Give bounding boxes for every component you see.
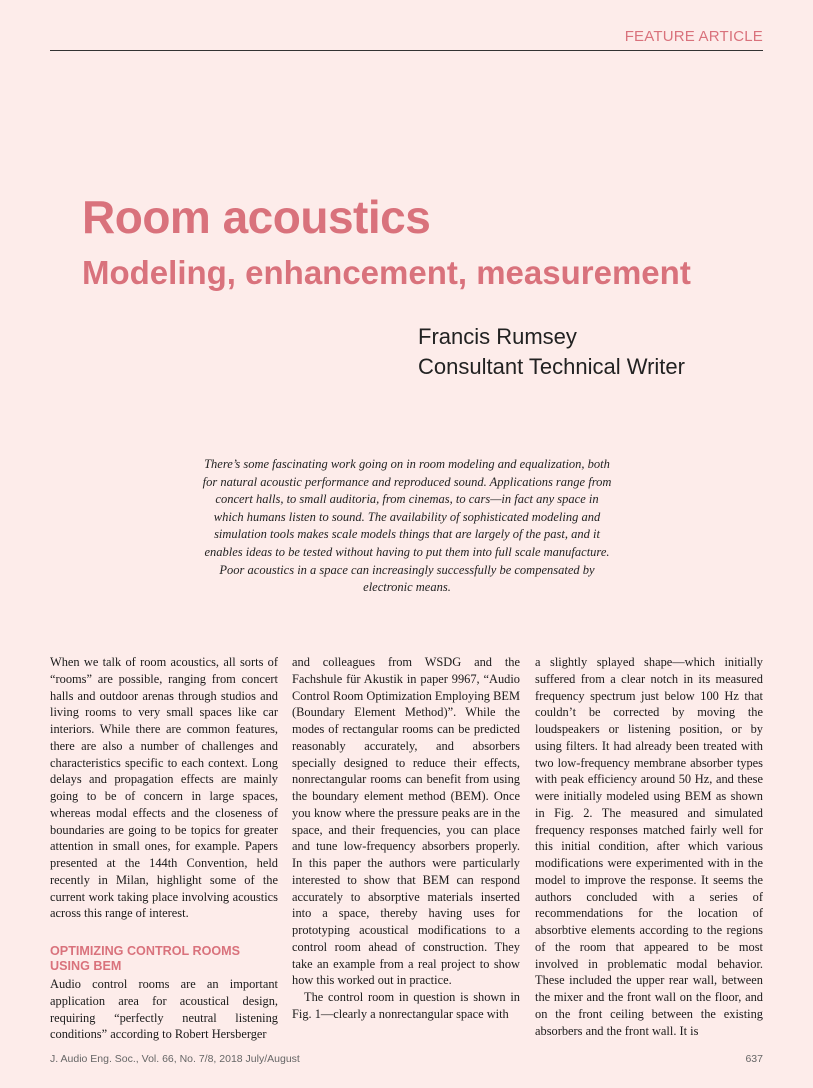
body-column-2 xyxy=(292,654,520,1023)
page-number: 637 xyxy=(745,1053,763,1065)
author-block xyxy=(418,322,685,382)
abstract: There’s some fascinating work going on in room modeling and equalization, both for natural acoustic performance and reproduced sound. Applications range from concert halls, to small auditoria, from cinemas, to cars—in fact any space in which humans listen to sound. The availability of sophisticated modeling and simulation tools makes scale models things that are largely of the past, and it enables ideas to be tested without having to put them into full scale manufacture. Poor acoustics in a space can increasingly successfully be compensated by electronic means. xyxy=(202,457,612,595)
article-subtitle: Modeling, enhancement, measurement xyxy=(82,254,691,291)
paragraph: a slightly splayed shape—which initially suffered from a clear notch in its measured frequency spectrum just below 100 Hz that couldn’t be corrected by moving the loudspeakers or listening position, or by using filters. It had already been treated with two low-frequency membrane absorber types with peak efficiency around 50 Hz, and these were initially modeled using BEM as shown in Fig. 2. The measured and simulated frequency responses matched fairly well for this initial condition, after which various modifications were experimented with in the model to improve the response. It seems the authors concluded with a series of recommendations for the location of absorbtive elements according to the regions of the room that appeared to be most involved in problematic modal behavior. These included the upper rear wall, between the mixer and the front wall on the floor, and on the front ceiling between the existing absorbers and the front wall. It is xyxy=(535,655,763,1038)
section-tag: FEATURE ARTICLE xyxy=(624,28,763,45)
author-role: Consultant Technical Writer xyxy=(418,354,685,379)
article-title: Room acoustics xyxy=(82,191,431,243)
paragraph: When we talk of room acoustics, all sorts of “rooms” are possible, ranging from concert halls and outdoor arenas through studios and living rooms to very small spaces like car interiors. While there are common features, there are also a number of challenges and characteristics specific to each context. Long delays and propagation effects are mainly going to be of concern in large spaces, whereas modal effects and the closeness of boundaries are going to be topics for greater attention in small ones, for example. Papers presented at the 144th Convention, held recently in Milan, highlight some of the current work taking place involving acoustics across this range of interest. xyxy=(50,655,278,921)
paragraph: The control room in question is shown in Fig. 1—clearly a nonrectangular space with xyxy=(292,990,520,1021)
header-rule xyxy=(50,50,763,51)
body-column-3 xyxy=(535,654,763,1039)
author-name: Francis Rumsey xyxy=(418,324,577,349)
body-column-1 xyxy=(50,654,278,1043)
paragraph: Audio control rooms are an important application area for acoustical design, requiring “perfectly neutral listening conditions” according to Robert Hersberger xyxy=(50,977,278,1042)
section-heading: OPTIMIZING CONTROL ROOMS USING BEM xyxy=(50,944,241,973)
paragraph: and colleagues from WSDG and the Fachshule für Akustik in paper 9967, “Audio Control Room Optimization Employing BEM (Boundary Element Method)”. While the modes of rectangular rooms can be predicted reasonably accurately, and absorbers specially designed to reduce their effects, nonrectangular rooms can benefit from using the boundary element method (BEM). Once you know where the pressure peaks are in the space, and their frequencies, you can place and tune low-frequency absorbers properly. In this paper the authors were particularly interested to show that BEM can respond accurately to absorptive materials inserted into a space, thereby having uses for prototyping acoustical modifications to a control room ahead of construction. They take an example from a real project to show how this worked out in practice. xyxy=(292,655,520,988)
journal-citation: J. Audio Eng. Soc., Vol. 66, No. 7/8, 2018 July/August xyxy=(50,1053,300,1065)
